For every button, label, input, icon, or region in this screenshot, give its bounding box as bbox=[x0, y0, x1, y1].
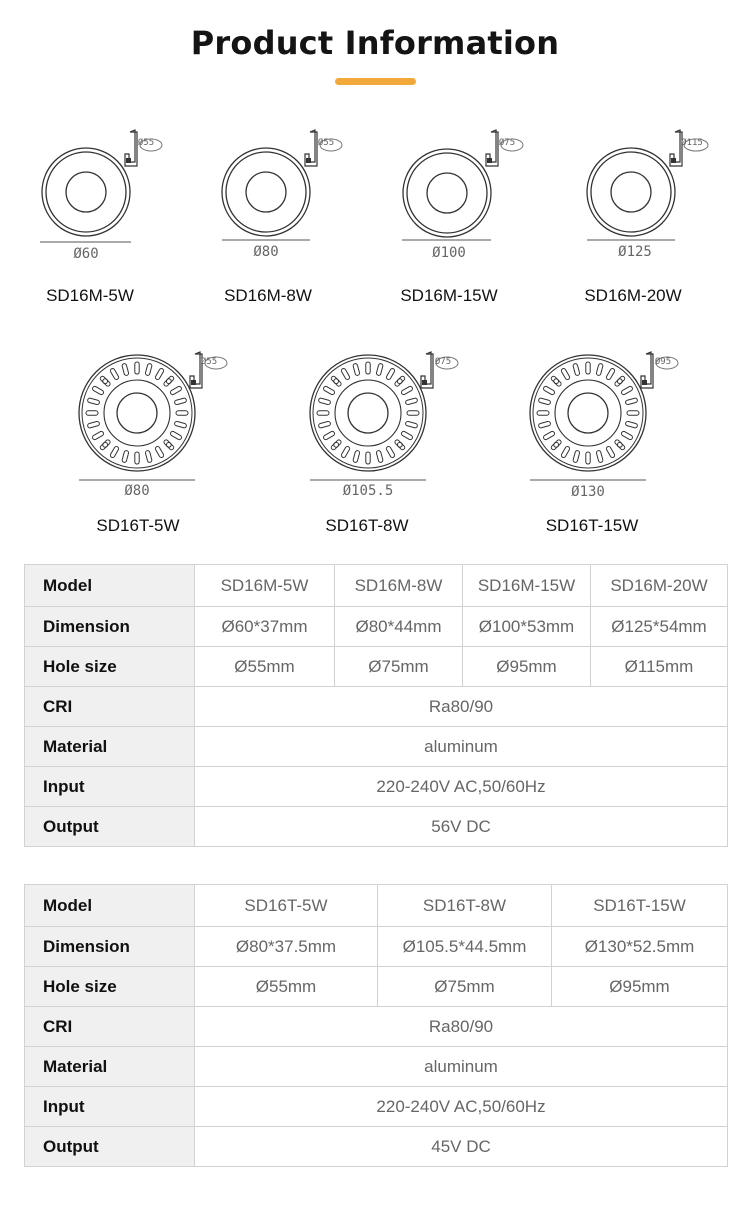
vent-slot bbox=[394, 439, 406, 451]
hole-label: Ø75 bbox=[434, 357, 452, 367]
vent-slot bbox=[110, 446, 120, 459]
mounting-clip-icon bbox=[125, 130, 162, 166]
vent-slot bbox=[170, 431, 183, 441]
vent-slot bbox=[596, 363, 603, 376]
hole-label: Ø115 bbox=[681, 138, 703, 148]
table-cell: Ø125*54mm bbox=[591, 607, 728, 647]
spec-table-m-series bbox=[24, 564, 728, 847]
model-label: SD16M-8W bbox=[224, 286, 312, 305]
row-label: Hole size bbox=[25, 967, 195, 1007]
screw-hole bbox=[554, 442, 559, 447]
vent-slot bbox=[330, 439, 342, 451]
vent-slot bbox=[163, 439, 175, 451]
model-label: SD16T-8W bbox=[325, 516, 409, 535]
row-label: CRI bbox=[25, 1007, 195, 1047]
vent-slot bbox=[537, 411, 549, 415]
table-row bbox=[25, 647, 728, 687]
hole-label: Ø55 bbox=[317, 138, 335, 148]
table-cell: Ø80*37.5mm bbox=[195, 927, 378, 967]
vent-slot bbox=[92, 431, 105, 441]
vent-slot bbox=[86, 411, 98, 415]
vent-slot bbox=[145, 363, 152, 376]
screw-hole bbox=[617, 442, 622, 447]
model-label: SD16M-15W bbox=[400, 286, 498, 305]
vent-slot bbox=[163, 375, 175, 387]
row-label: Dimension bbox=[25, 607, 195, 647]
vent-slot bbox=[110, 368, 120, 381]
table-cell: Ø105.5*44.5mm bbox=[378, 927, 552, 967]
screw-hole bbox=[617, 379, 622, 384]
page-title: Product Information bbox=[190, 24, 560, 62]
vent-slot bbox=[376, 363, 383, 376]
drawing-sd16m-5w bbox=[30, 120, 200, 250]
vent-slot bbox=[401, 386, 414, 396]
vent-slot bbox=[330, 375, 342, 387]
table-row bbox=[25, 1007, 728, 1047]
table-cell: Ø100*53mm bbox=[463, 607, 591, 647]
drawing-sd16t-15w bbox=[526, 340, 706, 480]
vent-slot bbox=[573, 450, 580, 463]
table-cell: Ø75mm bbox=[335, 647, 463, 687]
drawing-sd16m-15w bbox=[390, 120, 560, 250]
vent-slot bbox=[550, 375, 562, 387]
table-row bbox=[25, 565, 728, 607]
vent-slot bbox=[538, 398, 551, 405]
table-cell: Ra80/90 bbox=[195, 687, 728, 727]
screw-hole bbox=[397, 442, 402, 447]
table-cell: SD16T-5W bbox=[195, 885, 378, 927]
vent-slot bbox=[170, 386, 183, 396]
screw-hole bbox=[334, 379, 339, 384]
table-row bbox=[25, 885, 728, 927]
vent-slot bbox=[135, 362, 139, 374]
vent-slot bbox=[401, 431, 414, 441]
vent-slot bbox=[323, 386, 336, 396]
drawing-sd16t-5w bbox=[75, 340, 255, 480]
hole-label: Ø75 bbox=[498, 138, 516, 148]
screw-hole bbox=[554, 379, 559, 384]
row-label: Material bbox=[25, 727, 195, 767]
mounting-clip-icon bbox=[670, 130, 708, 166]
vent-slot bbox=[155, 368, 165, 381]
row-label: Output bbox=[25, 807, 195, 847]
mounting-clip-icon bbox=[486, 130, 523, 166]
table-cell: SD16M-20W bbox=[591, 565, 728, 607]
hole-label: Ø55 bbox=[200, 357, 218, 367]
vent-slot bbox=[625, 421, 638, 428]
table-cell: aluminum bbox=[195, 727, 728, 767]
row-label: Input bbox=[25, 1087, 195, 1127]
diameter-label: Ø80 bbox=[124, 483, 150, 499]
vent-slot bbox=[176, 411, 188, 415]
vent-slot bbox=[538, 421, 551, 428]
vent-slot bbox=[586, 362, 590, 374]
vent-slot bbox=[606, 446, 616, 459]
vent-slot bbox=[318, 421, 331, 428]
vent-slot bbox=[550, 439, 562, 451]
drawing-sd16m-8w bbox=[210, 120, 380, 250]
vent-slot bbox=[543, 386, 556, 396]
diameter-label: Ø80 bbox=[253, 244, 279, 260]
spec-table-t-series bbox=[24, 884, 728, 1167]
hole-label: Ø95 bbox=[654, 357, 672, 367]
model-label: SD16M-20W bbox=[584, 286, 682, 305]
table-cell: Ø115mm bbox=[591, 647, 728, 687]
table-row bbox=[25, 607, 728, 647]
table-row bbox=[25, 727, 728, 767]
row-label: Output bbox=[25, 1127, 195, 1167]
table-cell: Ø95mm bbox=[552, 967, 728, 1007]
diameter-label: Ø100 bbox=[432, 245, 466, 261]
table-row bbox=[25, 1127, 728, 1167]
screw-hole bbox=[397, 379, 402, 384]
vent-slot bbox=[122, 363, 129, 376]
mounting-clip-icon bbox=[305, 130, 342, 166]
table-cell: aluminum bbox=[195, 1047, 728, 1087]
row-label: Model bbox=[25, 885, 195, 927]
vent-slot bbox=[394, 375, 406, 387]
vent-slot bbox=[614, 439, 626, 451]
vent-slot bbox=[386, 368, 396, 381]
table-row bbox=[25, 807, 728, 847]
vent-slot bbox=[573, 363, 580, 376]
table-cell: 220-240V AC,50/60Hz bbox=[195, 767, 728, 807]
model-label: SD16M-5W bbox=[46, 286, 134, 305]
vent-slot bbox=[122, 450, 129, 463]
screw-hole bbox=[166, 442, 171, 447]
row-label: CRI bbox=[25, 687, 195, 727]
table-cell: SD16M-8W bbox=[335, 565, 463, 607]
vent-slot bbox=[561, 446, 571, 459]
table-cell: Ø55mm bbox=[195, 967, 378, 1007]
vent-slot bbox=[386, 446, 396, 459]
vent-slot bbox=[407, 411, 419, 415]
diameter-label: Ø125 bbox=[618, 244, 652, 260]
table-row bbox=[25, 1047, 728, 1087]
screw-hole bbox=[103, 379, 108, 384]
vent-slot bbox=[627, 411, 639, 415]
table-cell: Ø75mm bbox=[378, 967, 552, 1007]
vent-slot bbox=[99, 439, 111, 451]
screw-hole bbox=[166, 379, 171, 384]
vent-slot bbox=[92, 386, 105, 396]
vent-slot bbox=[586, 452, 590, 464]
row-label: Input bbox=[25, 767, 195, 807]
vent-slot bbox=[174, 398, 187, 405]
table-cell: SD16M-15W bbox=[463, 565, 591, 607]
vent-slot bbox=[155, 446, 165, 459]
vent-slot bbox=[405, 398, 418, 405]
table-cell: Ø60*37mm bbox=[195, 607, 335, 647]
table-cell: Ø55mm bbox=[195, 647, 335, 687]
table-cell: 220-240V AC,50/60Hz bbox=[195, 1087, 728, 1127]
title-underline bbox=[335, 78, 416, 85]
row-label: Hole size bbox=[25, 647, 195, 687]
model-label: SD16T-5W bbox=[96, 516, 180, 535]
diameter-label: Ø60 bbox=[73, 246, 99, 262]
vent-slot bbox=[596, 450, 603, 463]
diameter-label: Ø130 bbox=[571, 484, 605, 500]
vent-slot bbox=[376, 450, 383, 463]
table-cell: SD16T-15W bbox=[552, 885, 728, 927]
model-label: SD16T-15W bbox=[545, 516, 639, 535]
vent-slot bbox=[543, 431, 556, 441]
table-row bbox=[25, 767, 728, 807]
vent-slot bbox=[99, 375, 111, 387]
table-cell: Ø130*52.5mm bbox=[552, 927, 728, 967]
vent-slot bbox=[625, 398, 638, 405]
table-row bbox=[25, 967, 728, 1007]
vent-slot bbox=[318, 398, 331, 405]
vent-slot bbox=[87, 398, 100, 405]
table-cell: SD16M-5W bbox=[195, 565, 335, 607]
vent-slot bbox=[174, 421, 187, 428]
table-cell: SD16T-8W bbox=[378, 885, 552, 927]
vent-slot bbox=[621, 431, 634, 441]
table-cell: Ø95mm bbox=[463, 647, 591, 687]
vent-slot bbox=[135, 452, 139, 464]
drawing-sd16m-20w bbox=[575, 120, 745, 250]
drawing-sd16t-8w bbox=[306, 340, 486, 480]
table-cell: Ra80/90 bbox=[195, 1007, 728, 1047]
row-label: Dimension bbox=[25, 927, 195, 967]
vent-slot bbox=[317, 411, 329, 415]
vent-slot bbox=[606, 368, 616, 381]
vent-slot bbox=[145, 450, 152, 463]
row-label: Model bbox=[25, 565, 195, 607]
screw-hole bbox=[334, 442, 339, 447]
vent-slot bbox=[614, 375, 626, 387]
vent-slot bbox=[561, 368, 571, 381]
vent-slot bbox=[405, 421, 418, 428]
diameter-label: Ø105.5 bbox=[342, 483, 394, 499]
table-cell: 45V DC bbox=[195, 1127, 728, 1167]
vent-slot bbox=[341, 446, 351, 459]
vent-slot bbox=[366, 362, 370, 374]
table-cell: Ø80*44mm bbox=[335, 607, 463, 647]
table-row bbox=[25, 687, 728, 727]
vent-slot bbox=[366, 452, 370, 464]
screw-hole bbox=[103, 442, 108, 447]
table-row bbox=[25, 1087, 728, 1127]
hole-label: Ø55 bbox=[137, 138, 155, 148]
vent-slot bbox=[87, 421, 100, 428]
vent-slot bbox=[353, 363, 360, 376]
vent-slot bbox=[353, 450, 360, 463]
row-label: Material bbox=[25, 1047, 195, 1087]
vent-slot bbox=[341, 368, 351, 381]
vent-slot bbox=[621, 386, 634, 396]
vent-slot bbox=[323, 431, 336, 441]
table-row bbox=[25, 927, 728, 967]
table-cell: 56V DC bbox=[195, 807, 728, 847]
